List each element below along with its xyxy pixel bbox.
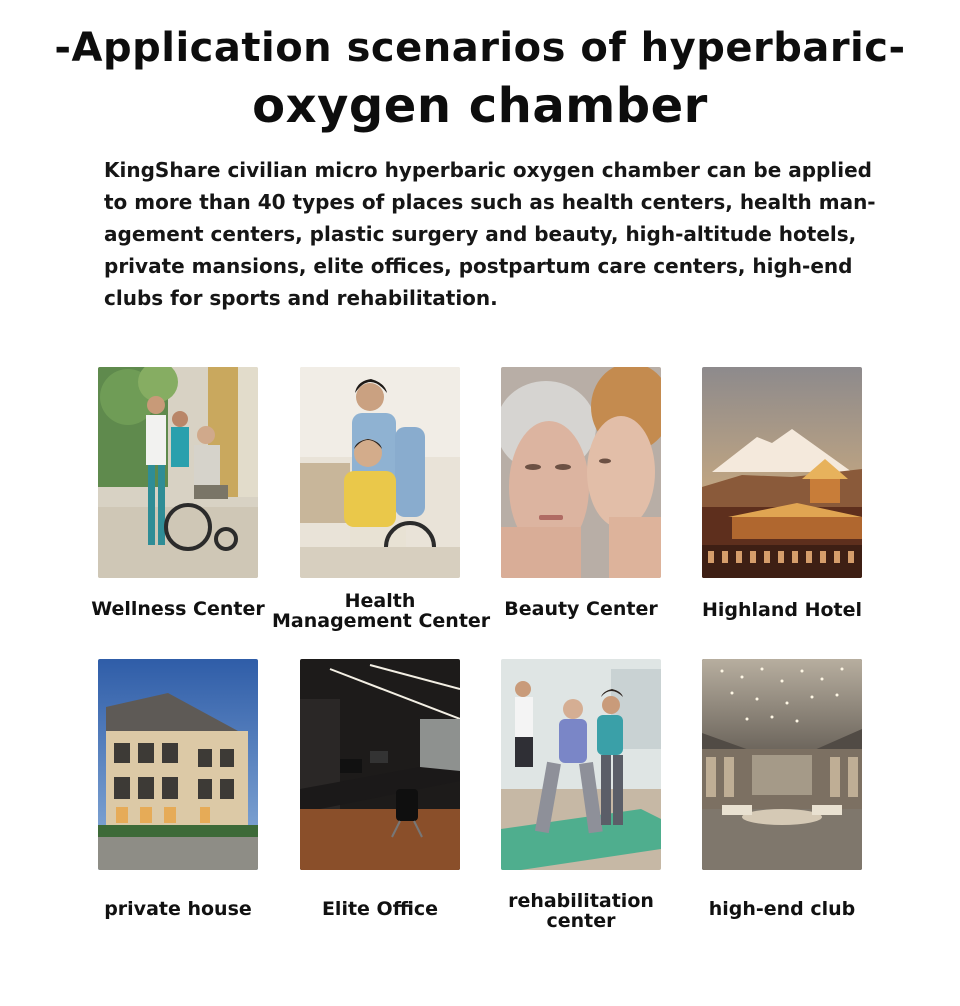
intro-paragraph bbox=[104, 154, 876, 314]
scenario-label bbox=[70, 899, 286, 919]
scenario-label bbox=[473, 599, 689, 619]
beauty-center-photo bbox=[501, 367, 661, 578]
elite-office-photo bbox=[300, 659, 460, 870]
wellness-center-photo bbox=[98, 367, 258, 578]
high-end-club-photo bbox=[702, 659, 862, 870]
intro-line: private mansions, elite offices, postpartum care centers, high-end bbox=[104, 254, 853, 278]
health-management-photo bbox=[300, 367, 460, 578]
scenario-label bbox=[473, 891, 689, 931]
scenario-label-line: center bbox=[546, 910, 616, 932]
scenario-label bbox=[70, 599, 286, 619]
rehabilitation-center-photo bbox=[501, 659, 661, 870]
intro-line: KingShare civilian micro hyperbaric oxygen chamber can be applied bbox=[104, 158, 872, 182]
intro-line: agement centers, plastic surgery and beauty, high-altitude hotels, bbox=[104, 222, 857, 246]
scenario-label-line: rehabilitation bbox=[508, 890, 654, 912]
intro-line: to more than 40 types of places such as health centers, health man- bbox=[104, 190, 876, 214]
intro-line: clubs for sports and rehabilitation. bbox=[104, 286, 498, 310]
scenario-label-line: Beauty Center bbox=[504, 598, 658, 620]
scenario-label bbox=[272, 590, 491, 632]
scenario-label bbox=[272, 899, 488, 919]
private-house-photo bbox=[98, 659, 258, 870]
scenario-label-line: Highland Hotel bbox=[701, 599, 863, 621]
scenario-label-line: high-end club bbox=[708, 898, 856, 920]
highland-hotel-photo bbox=[702, 367, 862, 578]
scenario-label-line: private house bbox=[104, 898, 252, 920]
scenario-label-line: Wellness Center bbox=[91, 598, 265, 620]
scenario-label bbox=[674, 600, 890, 620]
scenario-label-line: Management Center bbox=[272, 610, 491, 632]
scenario-label bbox=[674, 899, 890, 919]
page-title-line-2: oxygen chamber bbox=[252, 78, 708, 134]
scenario-label-line: Health bbox=[344, 590, 416, 612]
page-title-line-1: -Application scenarios of hyperbaric- bbox=[54, 25, 906, 71]
scenario-label-line: Elite Office bbox=[321, 898, 439, 920]
